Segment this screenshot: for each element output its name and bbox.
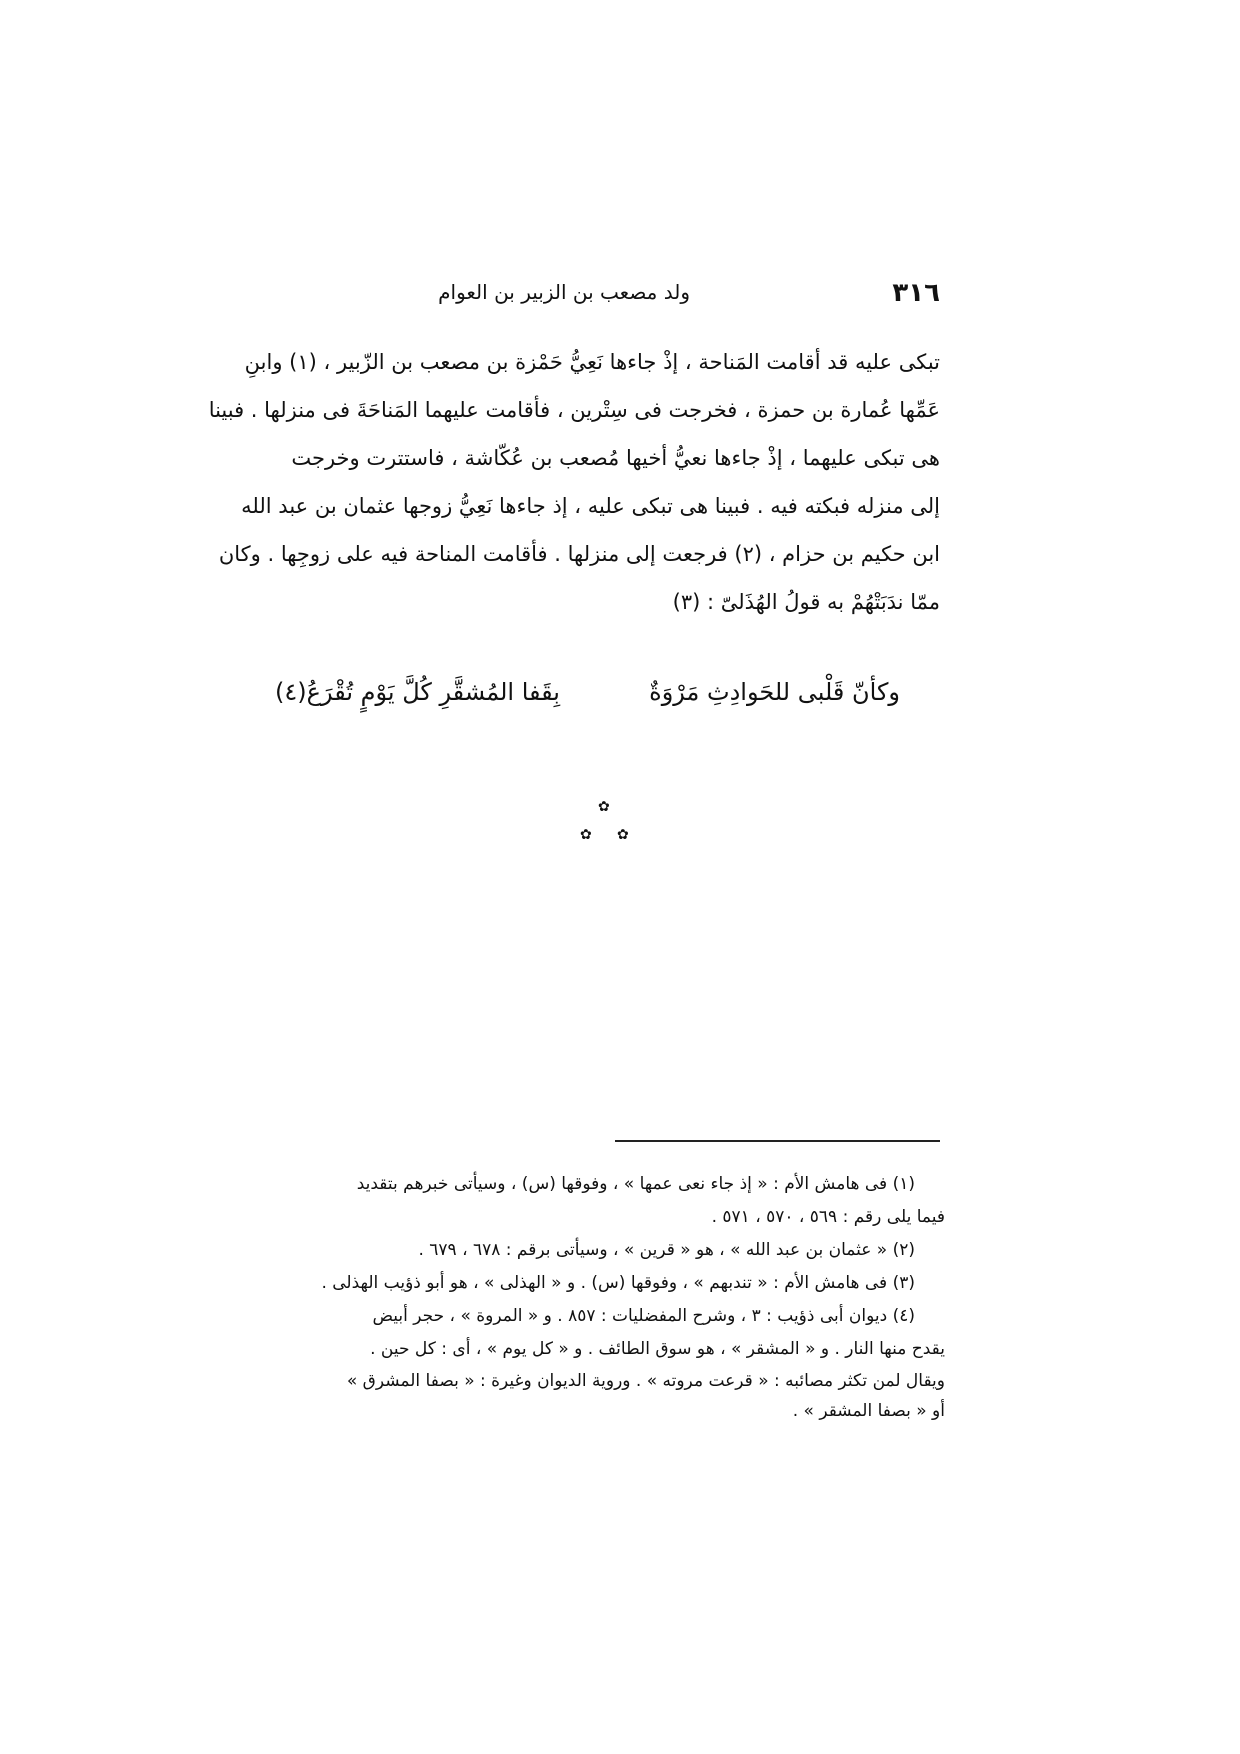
footnote-line: (١) فى هامش الأم : « إذ جاء نعى عمها » ، وفوقها (س) ، وسيأتى خبرهم بتقديد (356, 1174, 915, 1194)
verse-second-hemistich: بِقَفا المُشقَّرِ كُلَّ يَوْمٍ تُقْرَعُ(٤) (275, 678, 560, 706)
ornament-flower-icon: ✿ (598, 799, 610, 815)
section-ornament (575, 800, 635, 850)
ornament-flower-icon: ✿ (617, 827, 629, 843)
verse-first-hemistich: وكأنّ قَلْبى للحَوادِثِ مَرْوَةٌ (649, 678, 900, 706)
page-header (250, 278, 940, 318)
running-title: ولد مصعب بن الزبير بن العوام (438, 280, 690, 304)
footnote-line: أو « بصفا المشقر » . (792, 1401, 945, 1421)
body-line: تبكى عليه قد أقامت المَناحة ، إذْ جاءها نَعِيُّ حَمْزة بن مصعب بن الزّبير ، (١) وابنِ (244, 350, 940, 374)
footnote-line: فيما يلى رقم : ٥٦٩ ، ٥٧٠ ، ٥٧١ . (711, 1207, 945, 1227)
footnote-line: (٣) فى هامش الأم : « تندبهم » ، وفوقها (س) . و « الهذلى » ، هو أبو ذؤيب الهذلى . (321, 1273, 915, 1293)
footnotes (255, 1168, 945, 1426)
footnote-line: يقدح منها النار . و « المشقر » ، هو سوق الطائف . و « كل يوم » ، أى : كل حين . (370, 1339, 945, 1359)
ornament-flower-icon: ✿ (580, 827, 592, 843)
body-line: عَمِّها عُمارة بن حمزة ، فخرجت فى سِتْرين ، فأقامت عليهما المَناحَةَ فى منزلها . فبينا (208, 398, 940, 422)
footnote-line: (٤) ديوان أبى ذؤيب : ٣ ، وشرح المفضليات : ٨٥٧ . و « المروة » ، حجر أبيض (372, 1306, 915, 1326)
body-line: ابن حكيم بن حزام ، (٢) فرجعت إلى منزلها . فأقامت المناحة فيه على زوجِها . وكان (218, 542, 940, 566)
page-number: ٣١٦ (892, 278, 940, 308)
body-text (208, 338, 940, 626)
poetry-verse (270, 678, 930, 728)
footnote-line: ويقال لمن تكثر مصائبه : « قرعت مروته » . وروية الديوان وغيرة : « بصفا المشرق » (346, 1371, 945, 1391)
body-line: إلى منزله فبكته فيه . فبينا هى تبكى عليه ، إذ جاءها نَعِيُّ زوجها عثمان بن عبد الله (241, 494, 940, 518)
footnote-divider (615, 1140, 940, 1142)
footnote-line: (٢) « عثمان بن عبد الله » ، هو « قرين » ، وسيأتى برقم : ٦٧٨ ، ٦٧٩ . (418, 1240, 915, 1260)
body-line: ممّا ندَبَتْهُمْ به قولُ الهُذَلىّ : (٣) (672, 590, 940, 614)
body-line: هى تبكى عليهما ، إذْ جاءها نعيُّ أخيها مُصعب بن عُكّاشة ، فاستترت وخرجت (291, 446, 940, 470)
